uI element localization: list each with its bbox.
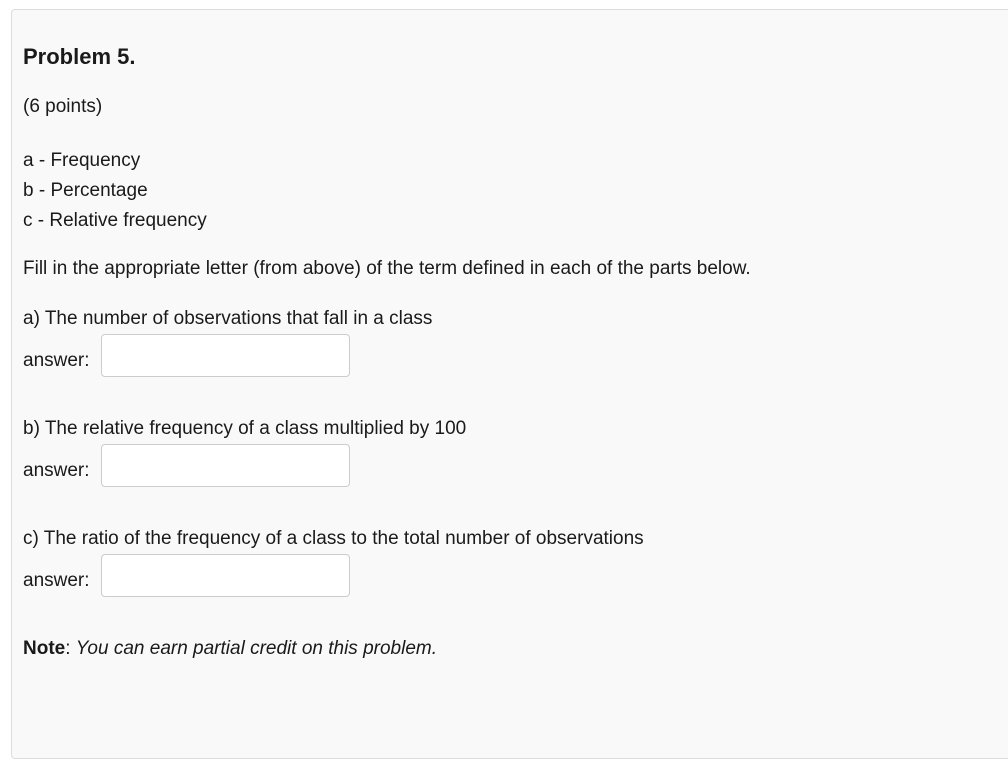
term-c: c - Relative frequency	[23, 210, 207, 231]
note-text: You can earn partial credit on this problem.	[75, 638, 438, 659]
term-a: a - Frequency	[23, 150, 141, 171]
problem-card	[11, 9, 1008, 759]
answer-label-b: answer:	[23, 460, 90, 481]
answer-input-c[interactable]	[101, 554, 350, 597]
question-b: b) The relative frequency of a class multiplied by 100	[23, 418, 467, 439]
answer-label-a: answer:	[23, 350, 90, 371]
problem-title: Problem 5.	[23, 44, 136, 69]
question-c: c) The ratio of the frequency of a class to the total number of observations	[23, 528, 644, 549]
answer-label-c: answer:	[23, 570, 90, 591]
note	[23, 638, 437, 660]
question-a: a) The number of observations that fall in a class	[23, 308, 433, 329]
term-list	[23, 146, 207, 236]
note-separator: :	[65, 638, 76, 659]
instructions: Fill in the appropriate letter (from above) of the term defined in each of the parts below.	[23, 258, 751, 279]
note-prefix: Note	[23, 638, 66, 659]
term-b: b - Percentage	[23, 180, 148, 201]
answer-input-b[interactable]	[101, 444, 350, 487]
answer-input-a[interactable]	[101, 334, 350, 377]
problem-points: (6 points)	[23, 96, 103, 117]
